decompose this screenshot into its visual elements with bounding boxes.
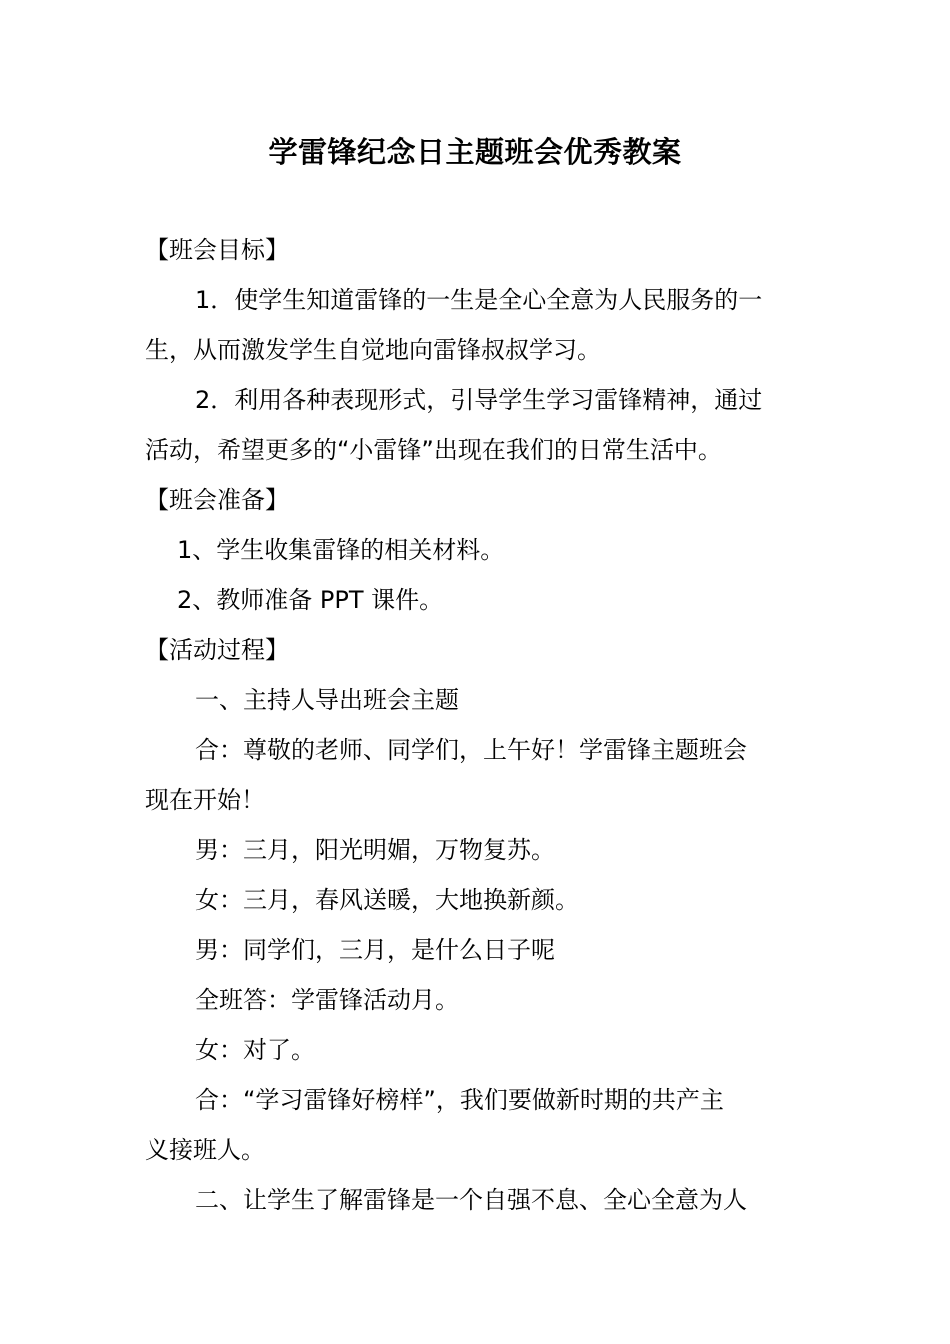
paragraph-line: 合：“学习雷锋好榜样”，我们要做新时期的共产主: [195, 1086, 724, 1114]
paragraph-line: 2．利用各种表现形式，引导学生学习雷锋精神，通过: [195, 386, 763, 414]
paragraph-line: 二、让学生了解雷锋是一个自强不息、全心全意为人: [195, 1186, 747, 1214]
paragraph-line: 1．使学生知道雷锋的一生是全心全意为人民服务的一: [195, 286, 763, 314]
section-heading-process: 【活动过程】: [145, 636, 289, 664]
paragraph-line: 现在开始！: [145, 786, 265, 814]
paragraph-line: 全班答：学雷锋活动月。: [195, 986, 459, 1014]
paragraph-line: 女：对了。: [195, 1036, 315, 1064]
paragraph-line: 一、主持人导出班会主题: [195, 686, 459, 714]
paragraph-line: 活动，希望更多的“小雷锋”出现在我们的日常生活中。: [145, 436, 722, 464]
section-heading-preparation: 【班会准备】: [145, 486, 289, 514]
paragraph-line: 义接班人。: [145, 1136, 265, 1164]
paragraph-line: 男：同学们，三月，是什么日子呢: [195, 936, 555, 964]
list-item: 1、学生收集雷锋的相关材料。: [177, 536, 505, 564]
paragraph-line: 女：三月，春风送暖，大地换新颜。: [195, 886, 579, 914]
paragraph-line: 生，从而激发学生自觉地向雷锋叔叔学习。: [145, 336, 601, 364]
paragraph-line: 男：三月，阳光明媚，万物复苏。: [195, 836, 555, 864]
paragraph-line: 合：尊敬的老师、同学们，上午好！学雷锋主题班会: [195, 736, 747, 764]
list-item: 2、教师准备 PPT 课件。: [177, 586, 444, 614]
section-heading-goals: 【班会目标】: [145, 236, 289, 264]
document-title: 学雷锋纪念日主题班会优秀教案: [268, 135, 682, 169]
